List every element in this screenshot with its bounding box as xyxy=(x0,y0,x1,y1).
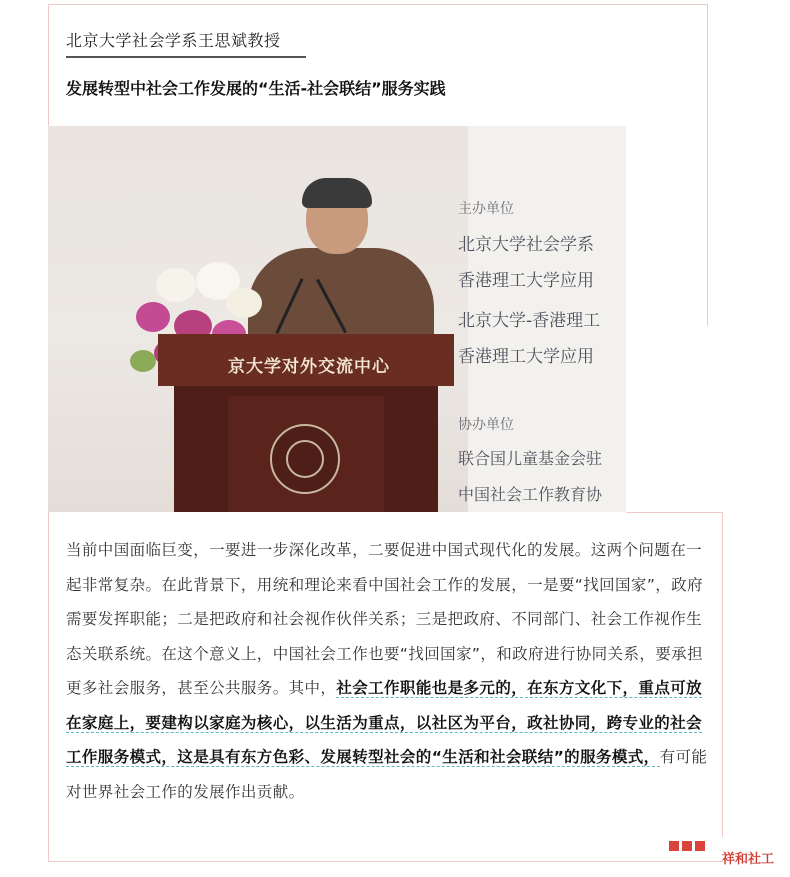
body-highlight: 社会工作职能也是多元的，在东方文化下，重点可放在家庭上，要建构以家庭为核心，以生活为重点，以社区为平台，政社协同，跨专业的社会工作服务模式，这是具有东方色彩、发展转型社会的“生活和社会联结”的服务模式， xyxy=(66,679,703,766)
author-underline xyxy=(66,56,306,58)
article-title: 发展转型中社会工作发展的“生活-社会联结”服务实践 xyxy=(66,79,446,98)
body-text-end: 有可能对世界社会工作的发展作出贡献。 xyxy=(66,748,708,801)
frame-right-lower-line xyxy=(722,512,723,837)
author-heading: 北京大学社会学系王思斌教授 xyxy=(66,31,281,50)
sign-line: 北京大学-香港理工 xyxy=(458,311,601,331)
frame-bottom-line xyxy=(48,861,723,862)
article-body xyxy=(66,533,714,809)
decor-squares xyxy=(669,836,708,855)
sign-line: 香港理工大学应用 xyxy=(458,347,594,367)
podium-caption: 京大学对外交流中心 xyxy=(228,357,390,377)
sign-line: 香港理工大学应用 xyxy=(458,271,594,291)
sign-line: 中国社会工作教育协 xyxy=(458,485,603,504)
speaker-hair xyxy=(302,178,372,208)
body-text: 当前中国面临巨变，一要进一步深化改革，二要促进中国式现代化的发展。这两个问题在一起非常复杂。在此背景下，用统和理论来看中国社会工作的发展，一是要“找回国家”，政府需要发挥职能；二是把政府和社会视作伙伴关系；三是把政府、不同部门、社会工作视作生态关联系统。在这个意义上，中国社会工作也要“找回国家”，和政府进行协同关系，要承担更多社会服务，甚至公共服务。其中， xyxy=(66,541,703,697)
sign-line: 北京大学社会学系 xyxy=(458,235,594,255)
sign-line: 联合国儿童基金会驻 xyxy=(458,449,603,468)
frame-right-line xyxy=(707,4,708,326)
frame-top-line xyxy=(48,4,708,5)
university-seal-inner xyxy=(286,440,324,478)
speaker-photo xyxy=(48,126,626,512)
sign-line: 协办单位 xyxy=(458,417,514,433)
frame-step-line xyxy=(626,512,723,513)
brand-logo-text: 祥和社工 xyxy=(722,852,775,867)
sign-line: 主办单位 xyxy=(458,201,514,217)
